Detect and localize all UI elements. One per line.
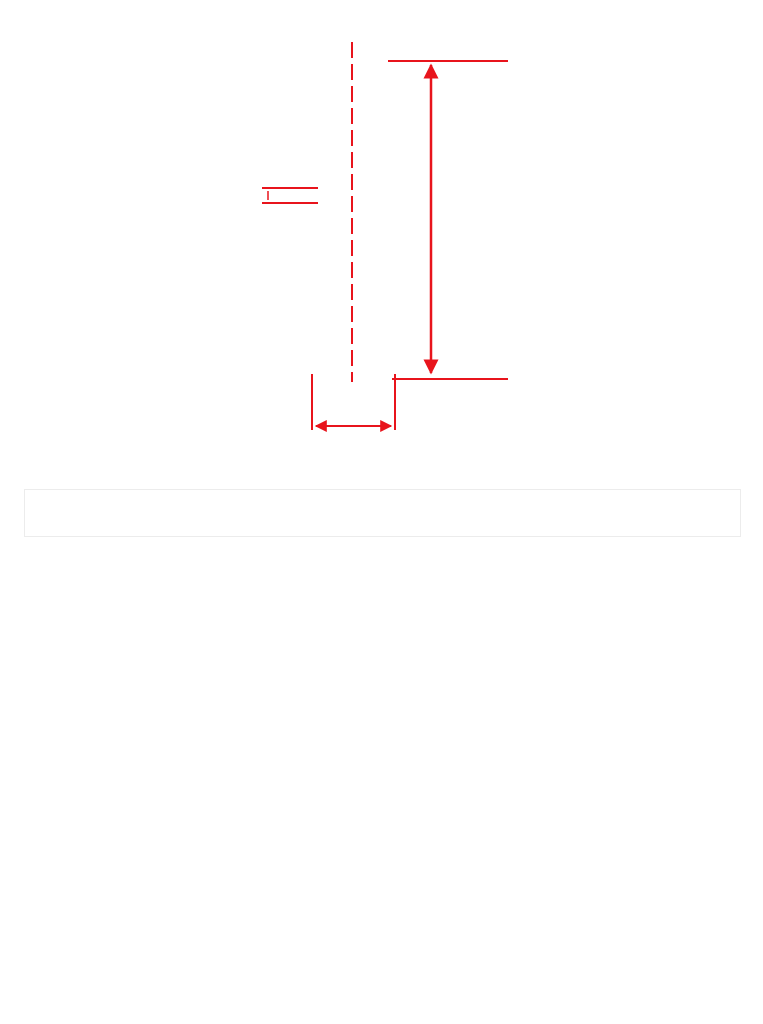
- threaded-rod-diagram: [0, 30, 763, 450]
- thread-spec-table: [24, 489, 741, 537]
- table-note-row: [25, 490, 741, 537]
- table-note: [25, 490, 741, 537]
